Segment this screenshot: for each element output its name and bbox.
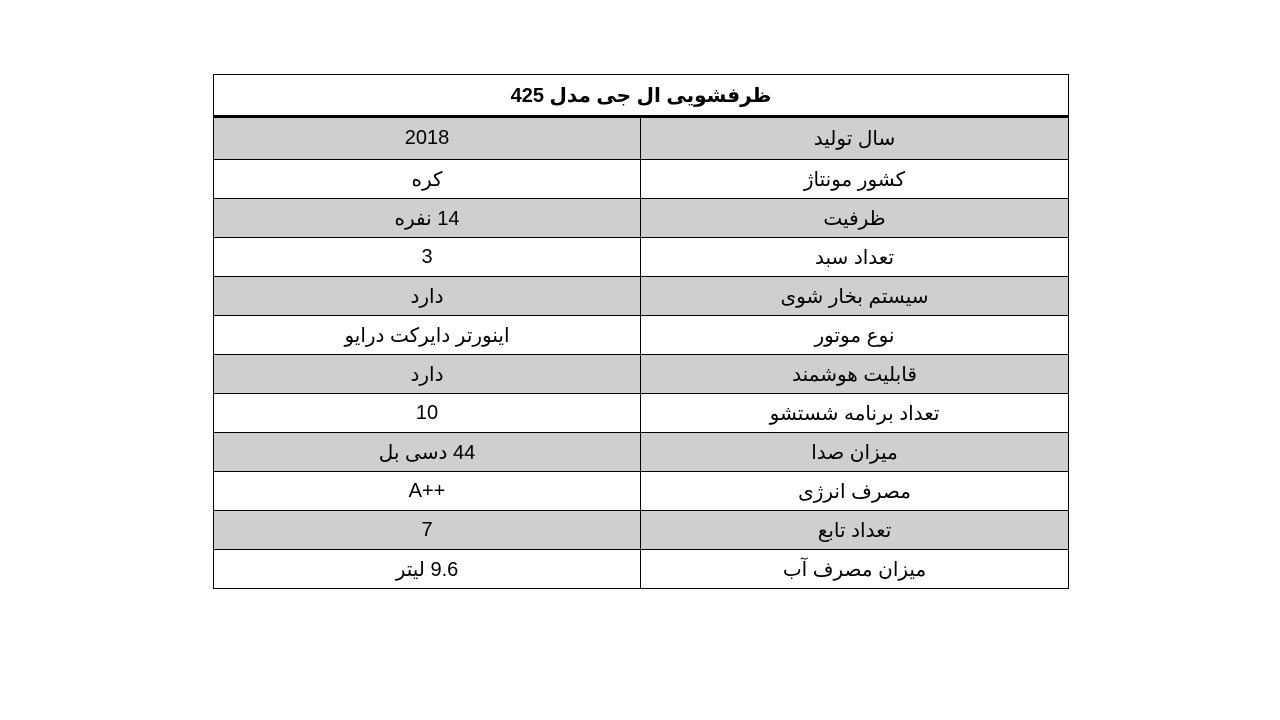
spec-label: نوع موتور <box>641 316 1069 355</box>
table-row <box>214 316 1069 355</box>
spec-value: کره <box>214 160 641 199</box>
spec-label: سال تولید <box>641 117 1069 160</box>
table-title-row <box>214 75 1069 117</box>
spec-label: کشور مونتاژ <box>641 160 1069 199</box>
table-row <box>214 550 1069 589</box>
spec-value: 7 <box>214 511 641 550</box>
table-row <box>214 394 1069 433</box>
table-row <box>214 117 1069 160</box>
spec-value: دارد <box>214 355 641 394</box>
spec-value: دارد <box>214 277 641 316</box>
spec-value: 3 <box>214 238 641 277</box>
table-title: ظرفشویی ال جی مدل 425 <box>214 75 1069 117</box>
spec-label: قابلیت هوشمند <box>641 355 1069 394</box>
spec-label: میزان صدا <box>641 433 1069 472</box>
spec-table <box>213 74 1069 589</box>
spec-label: سیستم بخار شوی <box>641 277 1069 316</box>
spec-value: 9.6 لیتر <box>214 550 641 589</box>
table-row <box>214 160 1069 199</box>
spec-value: A++ <box>214 472 641 511</box>
table-row <box>214 511 1069 550</box>
spec-value: 2018 <box>214 117 641 160</box>
spec-label: مصرف انرژی <box>641 472 1069 511</box>
spec-label: تعداد برنامه شستشو <box>641 394 1069 433</box>
spec-value: 44 دسی بل <box>214 433 641 472</box>
spec-label: میزان مصرف آب <box>641 550 1069 589</box>
table-row <box>214 277 1069 316</box>
spec-value: اینورتر دایرکت درایو <box>214 316 641 355</box>
table-row <box>214 238 1069 277</box>
table-row <box>214 433 1069 472</box>
spec-label: ظرفیت <box>641 199 1069 238</box>
table-row <box>214 199 1069 238</box>
spec-label: تعداد سبد <box>641 238 1069 277</box>
spec-value: 14 نفره <box>214 199 641 238</box>
spec-label: تعداد تابع <box>641 511 1069 550</box>
table-row <box>214 472 1069 511</box>
spec-value: 10 <box>214 394 641 433</box>
table-row <box>214 355 1069 394</box>
